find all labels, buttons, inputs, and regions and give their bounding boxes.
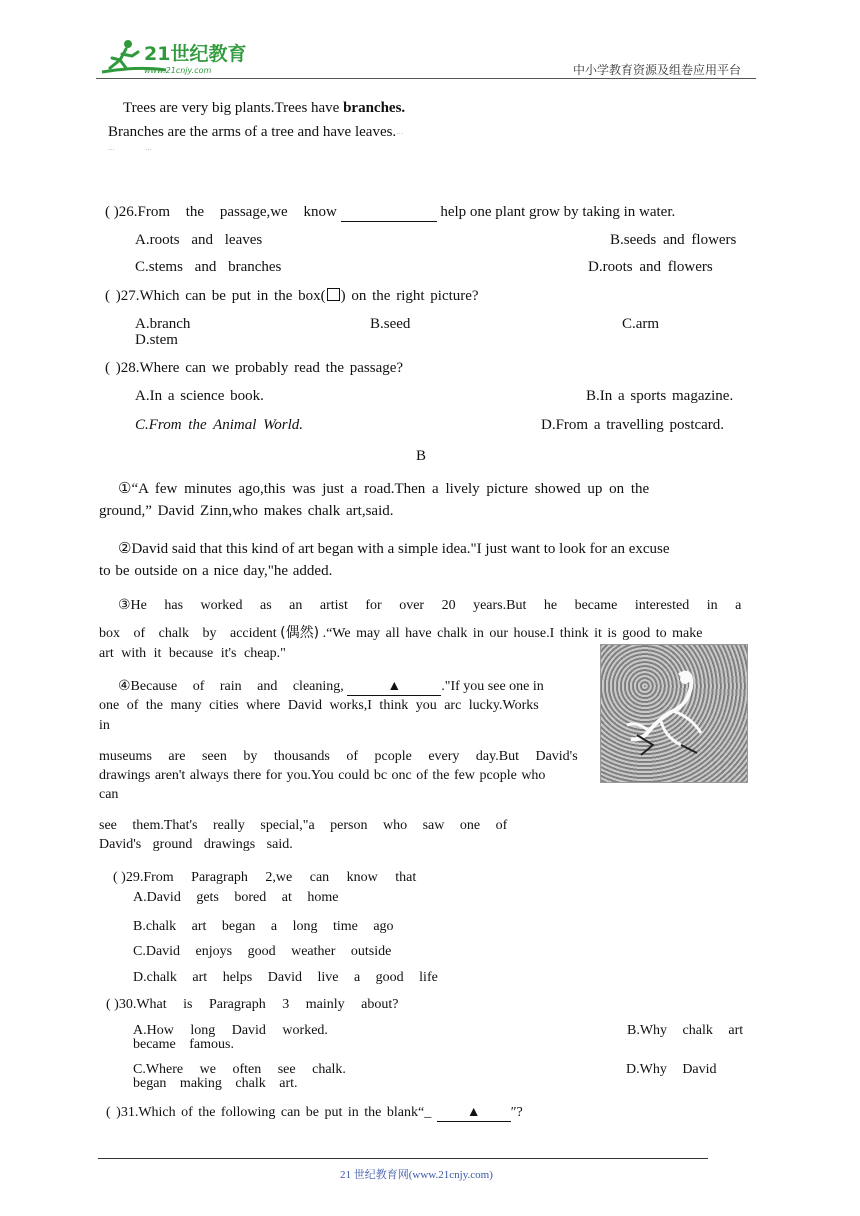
question-27-stem: ( )27.Which can be put in the box( ) on the right picture? [105,288,479,304]
para-1-line-1: ①“A few minutes ago,this was just a road.Then a lively picture showed up on the [118,481,650,497]
logo-text: 21世纪教育 [144,43,247,65]
q27-option-b: B.seed [370,316,411,332]
q29-option-c: C.David enjoys good weather outside [133,944,392,959]
q30-option-d-line-2: began making chalk art. [133,1076,298,1091]
q29-option-a: A.David gets bored at home [133,890,339,905]
q26-option-c: C.stems and branches [135,259,282,275]
question-28-stem: ( )28.Where can we probably read the passage? [105,360,404,376]
q27-option-c: C.arm [622,316,660,332]
footer-divider [98,1158,708,1159]
answer-box-icon [327,288,340,301]
para-1-line-2: ground,” David Zinn,who makes chalk art,said. [99,503,394,519]
passage-a-line-1: Trees are very big plants.Trees have branches. [123,100,406,116]
q30-option-b-line-1: B.Why chalk art [627,1023,744,1038]
q26-option-d: D.roots and flowers [588,259,713,275]
q28-option-c: C.From the Animal World. [135,417,304,433]
para-4-line-3: in [99,718,110,733]
site-logo [96,36,266,78]
para-4-line-1: ④Because of rain and cleaning, ▲ ."If you see one in [118,679,544,694]
q30-option-b-line-2: became famous. [133,1037,234,1052]
question-29-stem: ( )29.From Paragraph 2,we can know that [113,870,417,885]
q28-option-d: D.From a travelling postcard. [541,417,725,433]
question-26-stem: ( )26.From the passage,we know help one plant grow by taking in water. [105,204,676,220]
q29-option-d: D.chalk art helps David live a good life [133,970,438,985]
chalk-art-photo [600,644,748,783]
para-4-line-4: museums are seen by thousands of pcople every day.But David's [99,749,578,764]
q27-option-d: D.stem [135,332,178,348]
q26-option-b: B.seeds and flowers [610,232,737,248]
question-31-stem: ( )31.Which of the following can be put in the blank“_ ▲ ″? [106,1105,523,1120]
para-3-line-3: art with it because it's cheap." [99,646,286,661]
footer-text: 21 世纪教育网(www.21cnjy.com) [340,1169,493,1181]
tiny-mark-2: ··· [145,146,152,154]
para-4-line-5: drawings aren't always there for you.You could bc onc of the few pcople who [99,768,546,783]
q30-option-d-line-1: D.Why David [626,1062,717,1077]
logo-url: www.21cnjy.com [144,66,212,75]
para-2-line-1: ②David said that this kind of art began with a simple idea."I just want to look for an excuse [118,541,670,557]
para-3-line-2: box of chalk by accident (偶然) .“We may all have chalk in our house.I think it is good to make [99,625,703,641]
q27-option-a: A.branch [135,316,191,332]
q30-option-c: C.Where we often see chalk. [133,1062,346,1077]
question-30-stem: ( )30.What is Paragraph 3 mainly about? [106,997,399,1012]
para-4-line-8: David's ground drawings said. [99,837,293,852]
tiny-mark-1: ··· [108,146,115,154]
q28-option-a: A.In a science book. [135,388,264,404]
q28-option-b: B.In a sports magazine. [586,388,734,404]
q29-option-b: B.chalk art began a long time ago [133,919,394,934]
para-4-line-2: one of the many cities where David works,I think you arc lucky.Works [99,698,539,713]
q30-option-a: A.How long David worked. [133,1023,328,1038]
para-3-line-1: ③He has worked as an artist for over 20 years.But he became interested in a [118,598,742,613]
section-b-label: B [416,448,427,464]
chalk-drawing-icon [601,645,747,782]
para-2-line-2: to be outside on a nice day,"he added. [99,563,333,579]
para-4-line-6: can [99,787,119,802]
q26-option-a: A.roots and leaves [135,232,263,248]
para-4-line-7: see them.That's really special,"a person who saw one of [99,818,508,833]
header-divider [96,78,756,79]
passage-a-line-2: Branches are the arms of a tree and have leaves.··· [108,124,404,140]
platform-name: 中小学教育资源及组卷应用平台 [573,63,742,77]
